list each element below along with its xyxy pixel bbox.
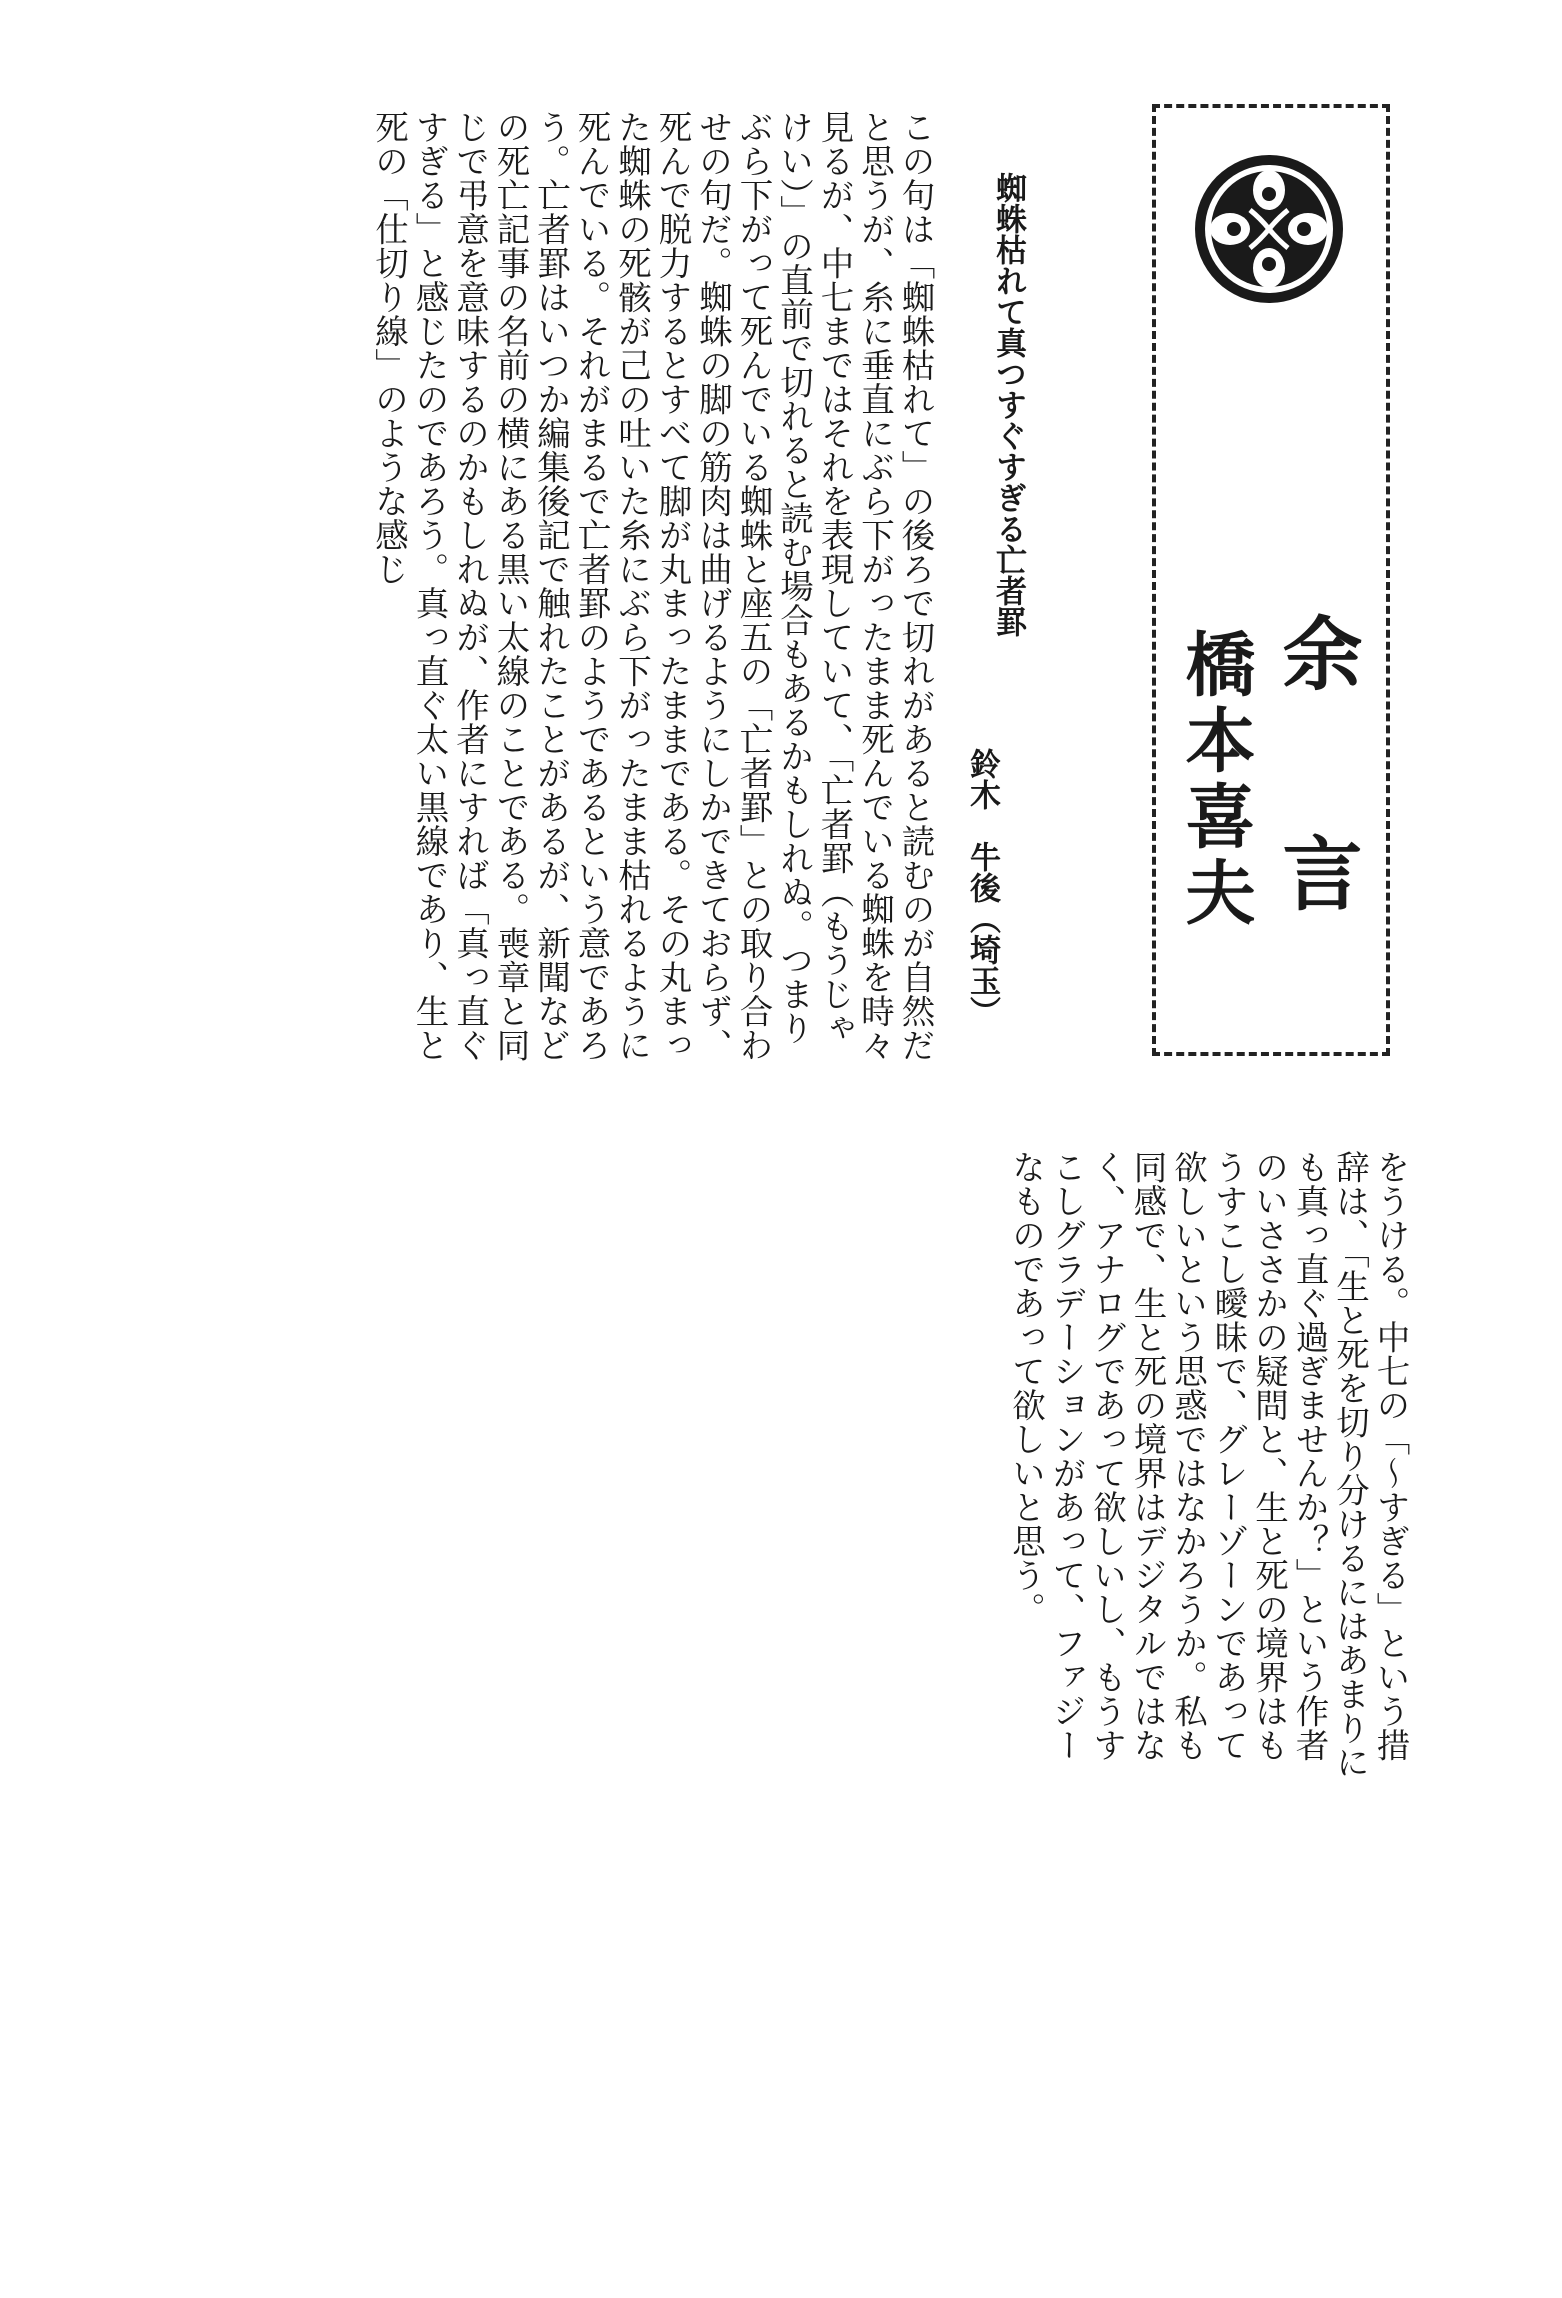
haiku-poet: 鈴木 牛後（埼玉）	[964, 748, 1000, 1027]
family-crest-icon	[1190, 150, 1348, 312]
essay-paragraph: この句は「蜘蛛枯れて」の後ろで切れがあると読むのが自然だと思うが、糸に垂直にぶら下がったまま死んでいる蜘蛛を時々見るが、中七まではそれを表現していて、「亡者罫（もうじゃけい）」の直前で切れると読む場合もあるかもしれぬ。つまりぶら下がって死んでいる蜘蛛と座五の「亡者罫」との取り合わせの句だ。蜘蛛の脚の筋肉は曲げるようにしかできておらず、死んで脱力するとすべて脚が丸まったままである。その丸まった蜘蛛の死骸が己の吐いた糸にぶら下がったまま枯れるように死んでいる。それがまるで亡者罫のようであるという意であろう。亡者罫はいつか編集後記で触れたことがあるが、新聞などの死亡記事の名前の横にある黒い太線のことである。喪章と同じで弔意を意味するのかもしれぬが、作者にすれば「真っ直ぐすぎる」と感じたのであろう。真っ直ぐ太い黒線であり、生と死の「仕切り線」のような感じ	[369, 110, 935, 1062]
essay-body-top	[105, 110, 935, 1070]
author-name: 橋本喜夫	[1174, 628, 1257, 932]
essay-body-bottom	[950, 1150, 1410, 1790]
essay-paragraph: をうける。中七の「〜すぎる」という措辞は、「生と死を切り分けるにはあまりにも真っ直ぐ過ぎませんか？」という作者のいささかの疑問と、生と死の境界はもうすこし曖昧で、グレーゾーンであって欲しいという思惑ではなかろうか。私も同感で、生と死の境界はデジタルではなく、アナログであって欲しいし、もうすこしグラデーションがあって、ファジーなものであって欲しいと思う。	[1006, 1150, 1410, 1780]
column-title: 余 言	[1269, 612, 1363, 942]
haiku-text: 蜘蛛枯れて真つすぐすぎる亡者罫	[990, 172, 1026, 637]
